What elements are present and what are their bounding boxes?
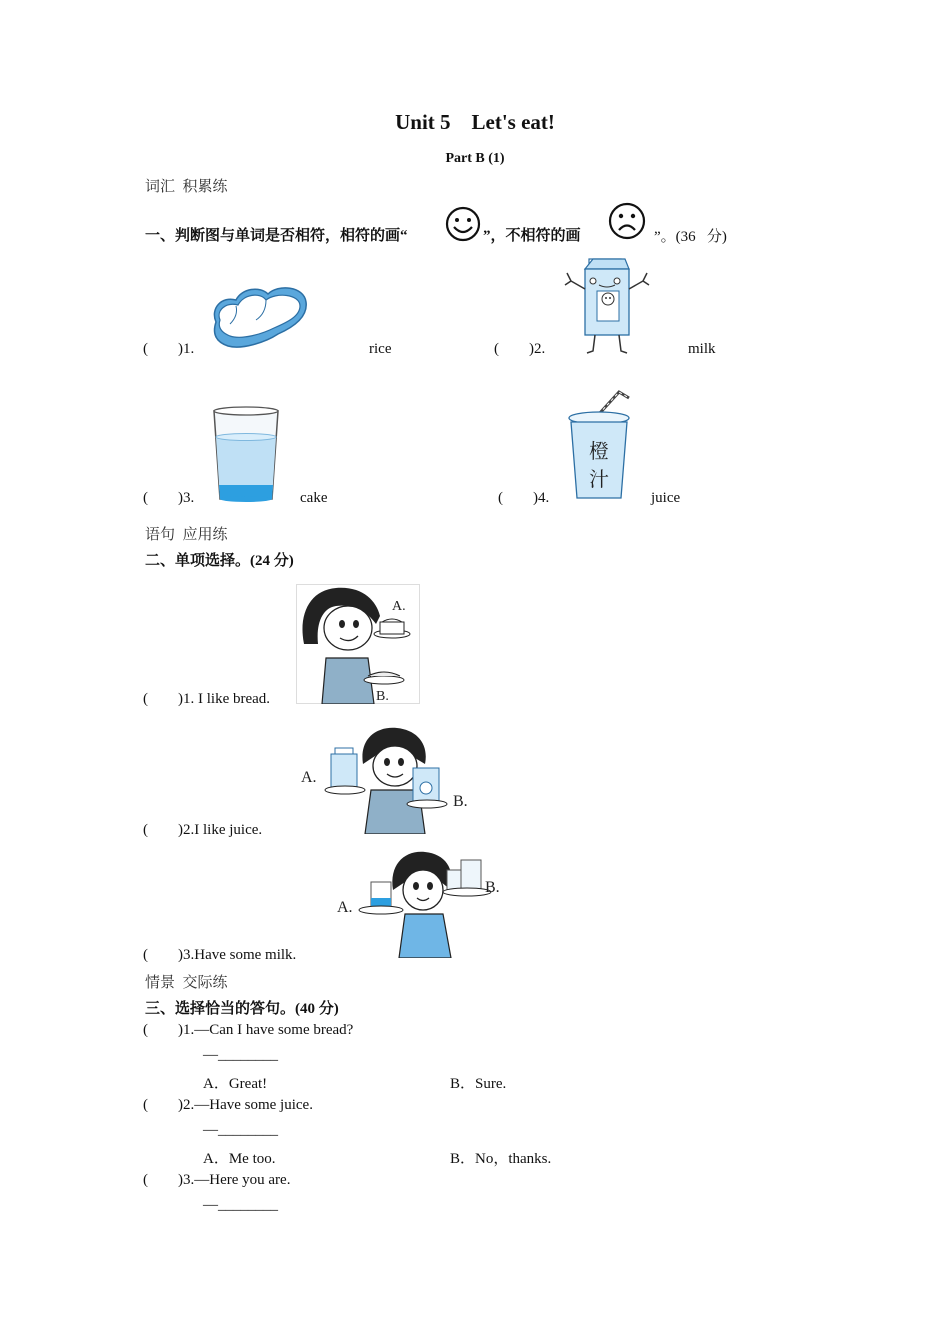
pic1-label-a: A. — [392, 599, 406, 614]
girl-water-milk-picture — [333, 846, 511, 958]
girl-cake-bread-picture — [296, 584, 420, 704]
s3-q1-blank: —________ — [203, 1047, 278, 1063]
pic3-label-b: B. — [485, 879, 500, 896]
instr-part-c: ”。(36 分) — [654, 229, 727, 245]
s2-item2: ( )2.I like juice. — [143, 822, 263, 838]
s3-q2-option-b: B．No，thanks. — [450, 1151, 552, 1167]
s1-item3-bracket: ( )3. — [143, 490, 195, 506]
section3-instruction: 三、选择恰当的答句。(40 分) — [145, 1001, 339, 1017]
s3-q1-option-b: B．Sure. — [450, 1076, 507, 1092]
smiley-icon — [444, 206, 482, 242]
s3-q1: ( )1.—Can I have some bread? — [143, 1022, 354, 1038]
juice-char-2: 汁 — [589, 467, 609, 491]
instr-part-a: 一、判断图与单词是否相符，相符的画“ — [145, 228, 408, 244]
bread-icon — [208, 280, 310, 354]
juice-cup-icon — [563, 388, 635, 504]
pic1-label-b: B. — [376, 689, 389, 704]
page-title: Unit 5 Let's eat! — [395, 110, 555, 134]
s3-q3-blank: —________ — [203, 1197, 278, 1213]
section2-instruction: 二、单项选择。(24 分) — [145, 553, 294, 569]
girl-milk-juice-picture — [297, 724, 479, 834]
section2-category: 语句 应用练 — [145, 527, 228, 543]
s1-item1-bracket: ( )1. — [143, 341, 195, 357]
s1-item4-bracket: ( )4. — [498, 490, 550, 506]
pic2-label-b: B. — [453, 793, 468, 810]
s2-item1: ( )1. I like bread. — [143, 691, 271, 707]
s3-q3: ( )3.—Here you are. — [143, 1172, 291, 1188]
s1-item4-word: juice — [651, 490, 681, 506]
s3-q2-option-a: A．Me too. — [203, 1151, 276, 1167]
pic2-label-a: A. — [301, 769, 317, 786]
s3-q1-option-a: A．Great! — [203, 1076, 268, 1092]
instr-part-b: ”，不相符的画 — [483, 228, 581, 244]
page-subtitle: Part B (1) — [445, 151, 505, 166]
juice-char-1: 橙 — [589, 439, 609, 463]
s1-item1-word: rice — [369, 341, 392, 357]
s1-item2-bracket: ( )2. — [494, 341, 546, 357]
section1-instruction — [145, 224, 408, 245]
section1-category: 词汇 积累练 — [145, 179, 228, 195]
milk-carton-icon — [563, 255, 651, 355]
s3-q2-blank: —________ — [203, 1122, 278, 1138]
s3-q2: ( )2.—Have some juice. — [143, 1097, 313, 1113]
pic3-label-a: A. — [337, 899, 353, 916]
s1-item3-word: cake — [300, 490, 328, 506]
frowny-icon — [607, 202, 647, 240]
section3-category: 情景 交际练 — [145, 975, 228, 991]
water-glass-icon — [210, 405, 282, 503]
s1-item2-word: milk — [688, 341, 716, 357]
s2-item3: ( )3.Have some milk. — [143, 947, 297, 963]
